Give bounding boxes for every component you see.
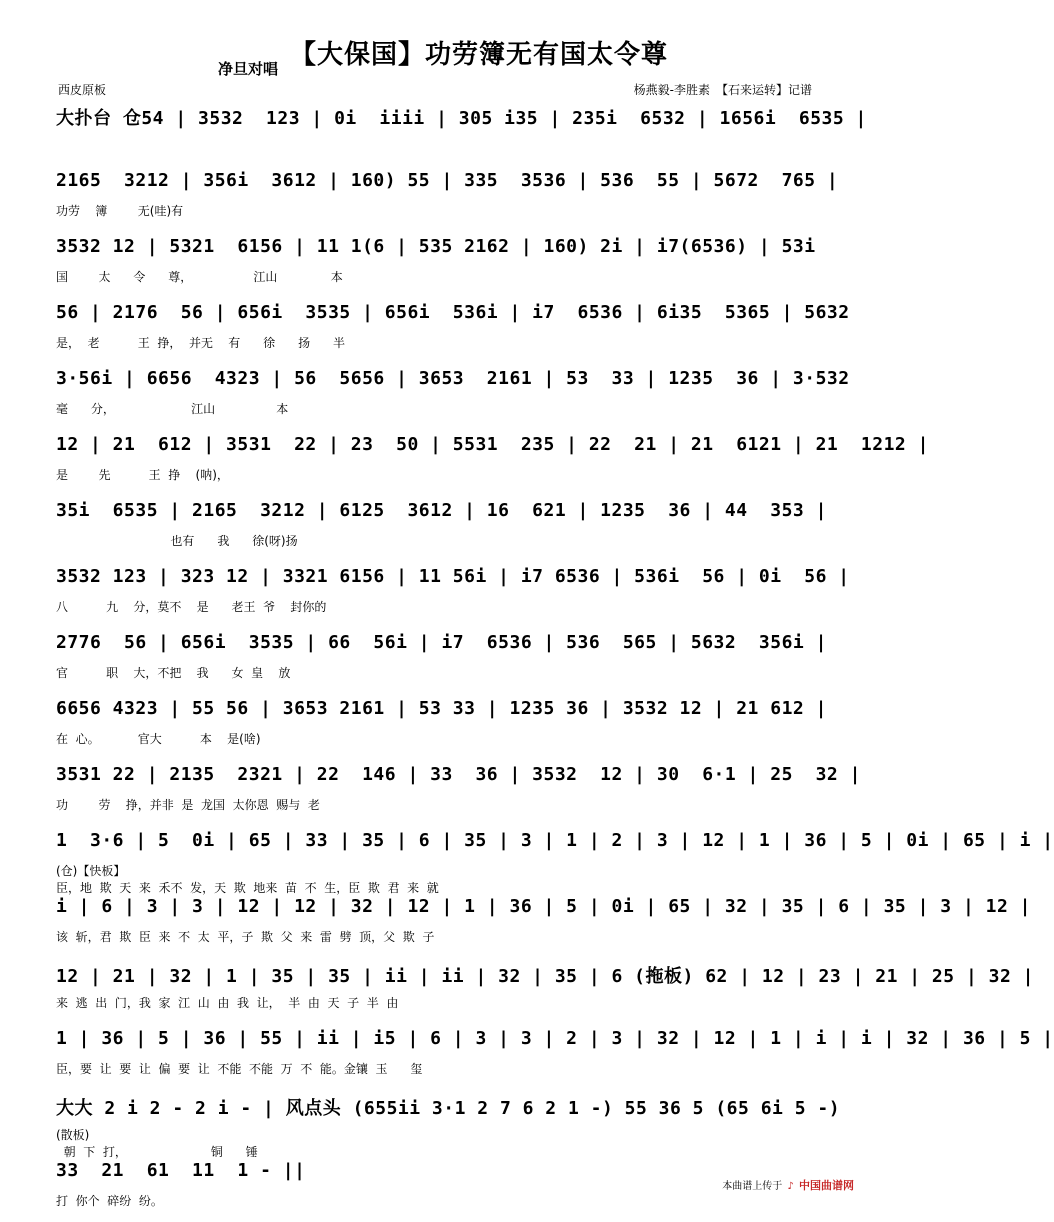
notation-line: 6656 4323 | 55 56 | 3653 2161 | 53 33 | 1235 36 | 3532 12 | 21 612 | (56, 698, 827, 719)
score-system (56, 100, 867, 166)
notation-line: 35i 6535 | 2165 3212 | 6125 3612 | 16 621 | 1235 36 | 44 353 | (56, 500, 827, 521)
score-system (56, 364, 850, 430)
notation-line: 33 21 61 11 1 - || (56, 1160, 306, 1181)
score-system (56, 298, 850, 364)
credits-label: 杨燕毅-李胜素 【石来运转】记谱 (633, 83, 812, 97)
lyric-line: 八 九 分，莫不 是 老王 爷 封你的 (56, 600, 327, 614)
lyric-line: 在 心。 官大 本 是(啥) (56, 732, 261, 746)
score-system (56, 694, 827, 760)
score-system (56, 892, 1031, 958)
notation-line: 3·56i | 6656 4323 | 56 5656 | 3653 2161 | 53 33 | 1235 36 | 3·532 (56, 368, 850, 389)
notation-line: 3531 22 | 2135 2321 | 22 146 | 33 36 | 3532 12 | 30 6·1 | 25 32 | (56, 764, 861, 785)
score-system (56, 562, 850, 628)
lyric-line: (仓)【快板】 臣，地 欺 天 来 禾不 发，天 欺 地来 苗 不 生，臣 欺 君 来 就 (56, 864, 439, 895)
lyric-line: 官 职 大，不把 我 女 皇 放 (56, 666, 291, 680)
score-system (56, 496, 827, 562)
lyric-line: 是， 老 王 挣， 并无 有 徐 扬 半 (56, 336, 345, 350)
score-system (56, 1090, 841, 1159)
score-system (56, 1024, 1054, 1090)
score-system (56, 760, 861, 826)
lyric-line: 该 斩，君 欺 臣 来 不 太 平，子 欺 父 来 雷 劈 顶，父 欺 子 (56, 930, 435, 944)
lyric-line: 是 先 王 挣 (呐)， (56, 468, 229, 482)
lyric-line: 打 你个 碎纷 纷。 (56, 1194, 163, 1208)
lyric-line: 臣，要 让 要 让 偏 要 让 不能 不能 万 不 能。金镶 玉 玺 (56, 1062, 423, 1076)
lyric-line: 功劳 簿 无(哇)有 (56, 204, 184, 218)
lyric-line: 也有 我 徐(呀)扬 (56, 534, 298, 548)
score-system (56, 1156, 816, 1222)
lyric-line: 毫 分， 江山 本 (56, 402, 289, 416)
notation-line: 1 | 36 | 5 | 36 | 55 | ii | i5 | 6 | 3 | 3 | 2 | 3 | 32 | 12 | 1 | i | i | 32 | 36 | 5 | (56, 1028, 1054, 1049)
notation-line: i | 6 | 3 | 3 | 12 | 12 | 32 | 12 | 1 | 36 | 5 | 0i | 65 | 32 | 35 | 6 | 35 | 3 | 12 | (56, 896, 1031, 917)
notation-line: 大大 2 i 2 - 2 i - | 风点头 (655ii 3·1 2 7 6 2 1 -) 55 36 5 (65 6i 5 -) (56, 1098, 841, 1119)
notation-line: 2165 3212 | 356i 3612 | 160) 55 | 335 3536 | 536 55 | 5672 765 | (56, 170, 839, 191)
notation-line: 56 | 2176 56 | 656i 3535 | 656i 536i | i7 6536 | 6i35 5365 | 5632 (56, 302, 850, 323)
brand-logo-icon: ♪ (787, 1181, 794, 1192)
lyric-line: (散板) 朝 下 打， 铜 锤 (56, 1128, 258, 1159)
notation-line: 3532 12 | 5321 6156 | 11 1(6 | 535 2162 | 160) 2i | i7(6536) | 53i (56, 236, 816, 257)
score-title: 【大保国】功劳簿无有国太令尊 (290, 40, 669, 70)
lyric-line: 国 太 令 尊， 江山 本 (56, 270, 343, 284)
lyric-line: 来 逃 出 门，我 家 江 山 由 我 让， 半 由 天 子 半 由 (56, 996, 399, 1010)
notation-line: 2776 56 | 656i 3535 | 66 56i | i7 6536 | 536 565 | 5632 356i | (56, 632, 827, 653)
notation-line: 12 | 21 612 | 3531 22 | 23 50 | 5531 235 | 22 21 | 21 6121 | 21 1212 | (56, 434, 929, 455)
notation-line: 12 | 21 | 32 | 1 | 35 | 35 | ii | ii | 32 | 35 | 6 (拖板) 62 | 12 | 23 | 21 | 25 | 32 | (56, 966, 1034, 987)
notation-line: 1 3·6 | 5 0i | 65 | 33 | 35 | 6 | 35 | 3 | 1 | 2 | 3 | 12 | 1 | 36 | 5 | 0i | 65 | i | (56, 830, 1054, 851)
footer (722, 1177, 854, 1193)
footer-prefix: 本曲谱上传于 (722, 1181, 783, 1192)
score-system (56, 430, 929, 496)
notation-line: 3532 123 | 323 12 | 3321 6156 | 11 56i | i7 6536 | 536i 56 | 0i 56 | (56, 566, 850, 587)
notation-line: 大扑台 仓54 | 3532 123 | 0i iiii | 305 i35 | 235i 6532 | 1656i 6535 | (56, 108, 867, 129)
style-label: 西皮原板 (58, 83, 107, 97)
lyric-line: 功 劳 挣，并非 是 龙国 太你恩 赐与 老 (56, 798, 320, 812)
score-system (56, 628, 827, 694)
score-system (56, 826, 1054, 895)
score-system (56, 958, 1034, 1024)
role-label: 净旦对唱 (218, 60, 279, 78)
score-system (56, 166, 839, 232)
score-system (56, 232, 816, 298)
brand-link[interactable]: 中国曲谱网 (799, 1179, 854, 1192)
